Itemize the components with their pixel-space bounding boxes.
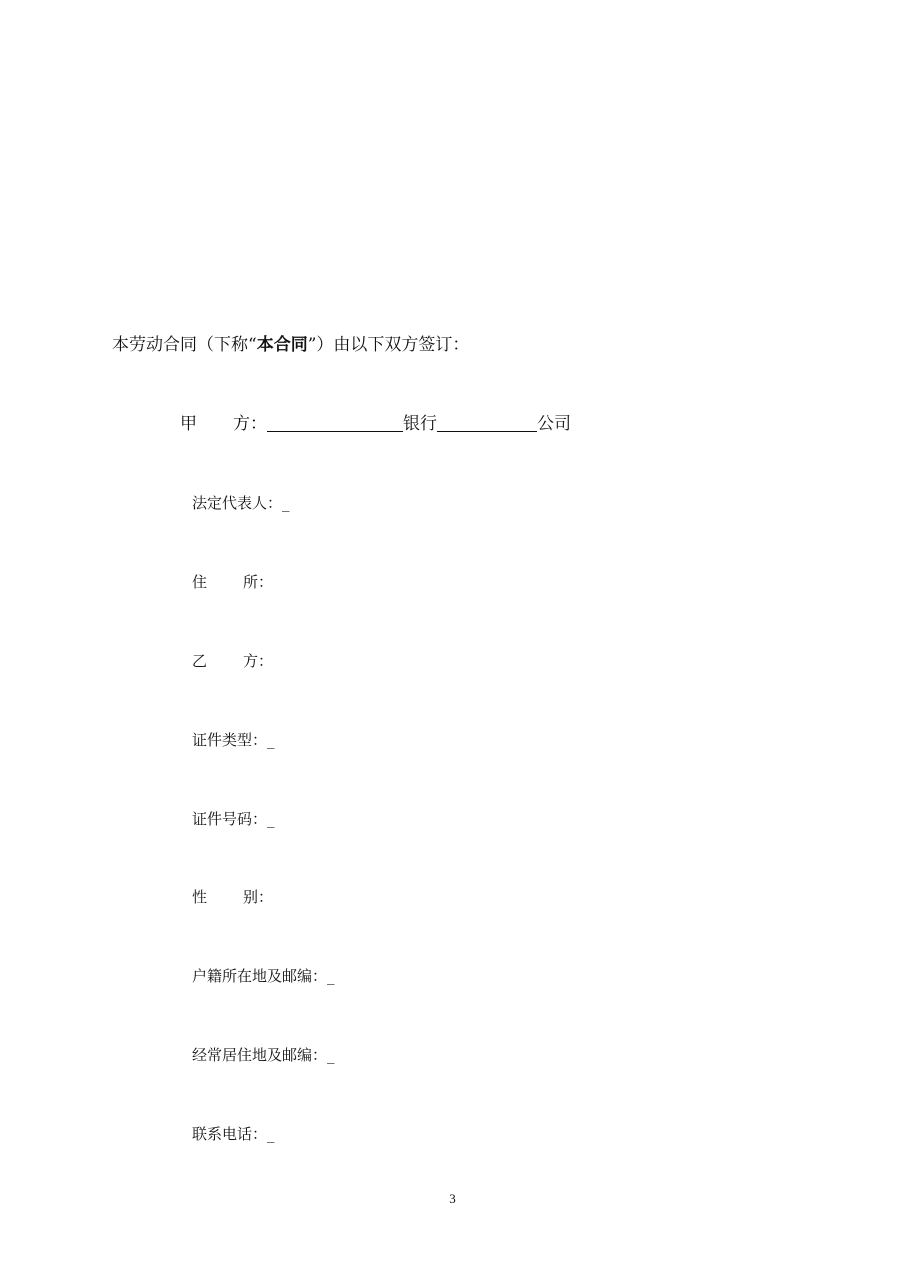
id-number-field: 证件号码：_ [192, 810, 275, 828]
bank-name-blank [267, 415, 403, 432]
legal-representative-field: 法定代表人：_ [192, 494, 290, 512]
party-b-label-left: 乙 [192, 652, 208, 670]
intro-bold-term: 本合同 [256, 335, 308, 355]
id-type-field: 证件类型：_ [192, 731, 275, 749]
address-label-left: 住 [192, 573, 208, 591]
intro-after: ”）由以下双方签订： [307, 335, 470, 355]
company-name-blank [437, 415, 537, 432]
bank-suffix: 银行 [403, 414, 437, 434]
page-number: 3 [449, 1191, 456, 1206]
residence-address-field: 经常居住地及邮编：_ [192, 1046, 335, 1064]
party-b-label-right: 方： [243, 652, 274, 670]
address-label-right: 所： [243, 573, 274, 591]
intro-before: 本劳动合同（下称“ [112, 335, 257, 355]
party-a-line [180, 415, 571, 433]
household-address-field: 户籍所在地及邮编：_ [192, 967, 335, 985]
gender-field [192, 890, 273, 905]
contract-intro [112, 337, 469, 354]
party-b-field [192, 654, 273, 669]
gender-label-right: 别： [243, 888, 274, 906]
party-a-label-left: 甲 [180, 414, 197, 434]
party-a-label-right: 方： [233, 414, 267, 434]
address-field [192, 575, 273, 590]
phone-field: 联系电话：_ [192, 1125, 275, 1143]
gender-label-left: 性 [192, 888, 208, 906]
company-suffix: 公司 [537, 414, 571, 434]
